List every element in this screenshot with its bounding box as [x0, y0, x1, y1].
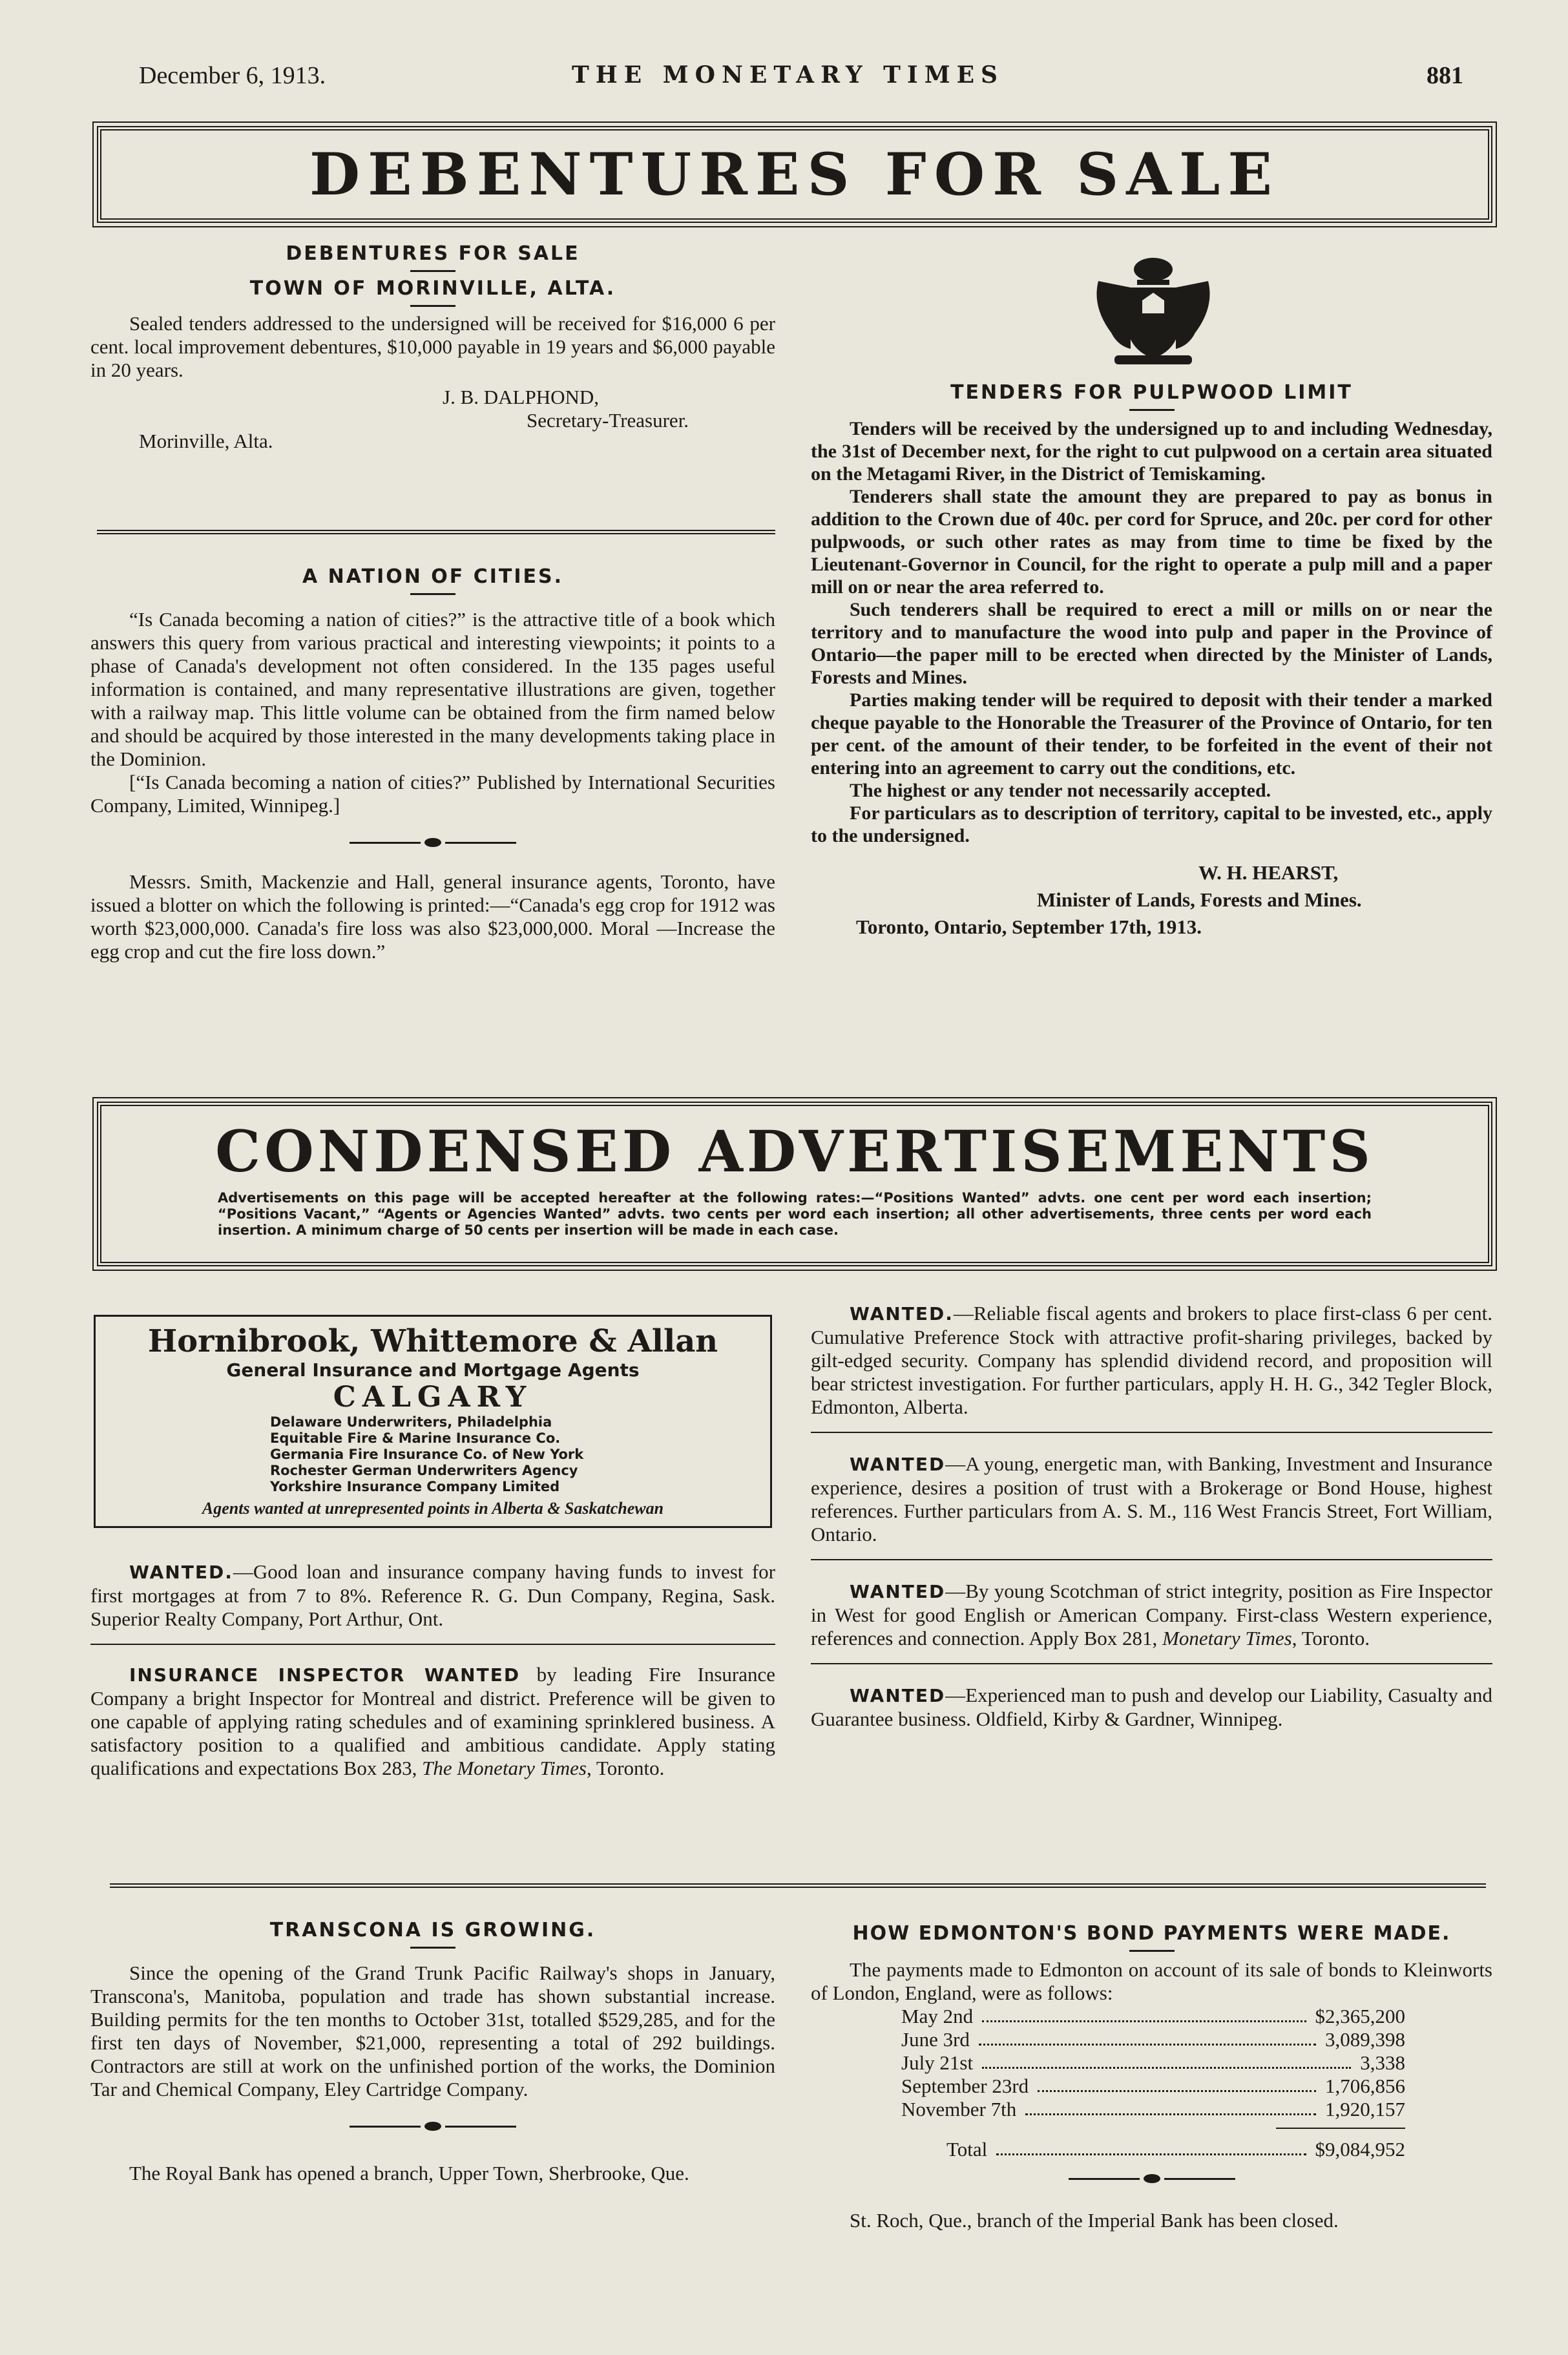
payment-row: November 7th 1,920,157: [901, 2098, 1405, 2120]
classified-ad: WANTED—Experienced man to push and develop our Liability, Casualty and Guarantee business. Oldfield, Kirby & Gardner, Winnipeg.: [811, 1684, 1492, 1730]
nation-paragraph-1: “Is Canada becoming a nation of cities?” is the attractive title of a book which answers this query from various practical and interesting viewpoints; it points to a phase of Canada's development not often considered. In the 135 pages useful information is contained, and many representative illustrations are given, together with a railway map. This little volume can be obtained from the firm named below and should be acquired by those interested in the many developments taking place in the Dominion.: [90, 608, 775, 770]
hornibrook-city: CALGARY: [333, 1381, 533, 1414]
short-rule: [410, 593, 455, 595]
section-divider: [110, 1883, 1486, 1888]
ad-divider: [90, 1644, 775, 1645]
short-rule: [410, 270, 455, 272]
st-roch-note: St. Roch, Que., branch of the Imperial Bank has been closed.: [850, 2209, 1339, 2232]
royal-bank-note: The Royal Bank has opened a branch, Upper Town, Sherbrooke, Que.: [129, 2162, 689, 2184]
payment-row: July 21st 3,338: [901, 2051, 1405, 2074]
ad-keyword: WANTED.: [850, 1303, 954, 1324]
payment-row: September 23rd 1,706,856: [901, 2075, 1405, 2097]
classified-ad: WANTED—A young, energetic man, with Banking, Investment and Insurance experience, desires a position of trust with a Brokerage or Bond House, highest references. Further particulars from A. S. M., 116 West Francis Street, Fort William, Ontario.: [811, 1452, 1492, 1545]
nation-heading: A NATION OF CITIES.: [302, 565, 564, 588]
left-classified-ads: [90, 1560, 775, 1780]
ornament-divider: [90, 838, 775, 847]
payment-row: May 2nd $2,365,200: [901, 2005, 1405, 2027]
ad-keyword: INSURANCE INSPECTOR WANTED: [129, 1664, 521, 1686]
pulpwood-notice: [811, 381, 1492, 939]
transcona-heading: TRANSCONA IS GROWING.: [269, 1919, 596, 1942]
ad-keyword: WANTED: [850, 1685, 946, 1706]
payment-total-row: Total $9,084,952: [946, 2138, 1405, 2161]
payment-row: June 3rd 3,089,398: [901, 2028, 1405, 2051]
section-divider: [97, 530, 775, 534]
ad-divider: [811, 1559, 1492, 1560]
condensed-ads-title: CONDENSED ADVERTISEMENTS: [215, 1118, 1374, 1185]
payments-table: [901, 2005, 1405, 2161]
nation-paragraph-2: [“Is Canada becoming a nation of cities?” Published by International Securities Company, Limited, Winnipeg.]: [90, 771, 775, 817]
ornament-divider: [811, 2174, 1492, 2183]
morinville-subheading: TOWN OF MORINVILLE, ALTA.: [249, 277, 616, 300]
pulpwood-paragraph-1: Tenders will be received by the undersigned up to and including Wednesday, the 31st of December next, for the right to cut pulpwood on a certain area situated on the Metagami River, in the District of Temiskaming.: [811, 418, 1492, 485]
pulpwood-paragraph-5: The highest or any tender not necessarily accepted.: [850, 780, 1271, 801]
pulpwood-paragraph-3: Such tenderers shall be required to erect a mill or mills on or near the territory and to manufacture the wood into pulp and paper in the Province of Ontario—the paper mill to be erected when directed by the Minister of Lands, Forests and Mines.: [811, 599, 1492, 688]
morinville-signer-title: Secretary-Treasurer.: [527, 409, 689, 432]
hornibrook-line: Delaware Underwriters, Philadelphia: [270, 1414, 552, 1430]
transcona-article: [90, 1919, 775, 2185]
short-rule: [410, 305, 455, 307]
pulpwood-signer: W. H. HEARST,: [1198, 861, 1339, 884]
nation-article: [90, 565, 775, 963]
debentures-banner-title: DEBENTURES FOR SALE: [309, 140, 1280, 209]
pulpwood-paragraph-6: For particulars as to description of territory, capital to be invested, etc., apply to the undersigned.: [811, 802, 1492, 846]
pulpwood-signer-title: Minister of Lands, Forests and Mines.: [1037, 888, 1362, 911]
nation-paragraph-3: Messrs. Smith, Mackenzie and Hall, general insurance agents, Toronto, have issued a blotter on which the following is printed:—“Canada's egg crop for 1912 was worth $23,000,000. Canada's fire loss was also $23,000,000. Moral —Increase the egg crop and cut the fire loss down.”: [90, 870, 775, 963]
hornibrook-sub: General Insurance and Mortgage Agents: [226, 1359, 640, 1381]
debentures-banner: [97, 126, 1492, 223]
hornibrook-footer: Agents wanted at unrepresented points in Alberta & Saskatchewan: [202, 1499, 664, 1518]
condensed-ads-rates: Advertisements on this page will be accepted hereafter at the following rates:—“Positions Wanted” advts. one cent per word each insertion; “Positions Vacant,” “Agents or Agencies Wanted” advts. two cents per word each insertion; all other advertisements, three cents per word each insertion. A minimum charge of 50 cents per insertion will be made in each case.: [218, 1190, 1372, 1238]
hornibrook-list: [270, 1414, 757, 1495]
pulpwood-date: Toronto, Ontario, September 17th, 1913.: [856, 916, 1202, 938]
right-classified-ads: [811, 1302, 1492, 1731]
condensed-ads-banner: [97, 1102, 1492, 1266]
pulpwood-heading: TENDERS FOR PULPWOOD LIMIT: [950, 381, 1353, 404]
hornibrook-line: Germania Fire Insurance Co. of New York: [270, 1447, 584, 1462]
ad-keyword: WANTED.: [129, 1562, 233, 1583]
pulpwood-paragraph-2: Tenderers shall state the amount they are prepared to pay as bonus in addition to the Crown due of 40c. per cord for Spruce, and 20c. per cord for other pulpwoods, or such other rates as may from time to time be fixed by the Lieutenant-Governor in Council, for the right to operate a pulp mill and a paper mill on or near the area referred to.: [811, 486, 1492, 598]
hornibrook-name: Hornibrook, Whittemore & Allan: [147, 1323, 718, 1359]
transcona-body: Since the opening of the Grand Trunk Pacific Railway's shops in January, Transcona's, Manitoba, population and trade has shown substantial increase. Building permits for the ten months to October 31st, totalled $529,285, and for the first ten days of November, $21,000, representing a total of 292 buildings. Contractors are still at work on the unfinished portion of the works, the Dominion Tar and Chemical Company, Eley Cartridge Company.: [90, 1962, 775, 2100]
classified-ad: INSURANCE INSPECTOR WANTED by leading Fire Insurance Company a bright Inspector for Montreal and district. Preference will be given to one capable of applying rating schedules and of examining sprinklered business. A satisfactory position to a qualified and ambitious candidate. Apply stating qualifications and expectations Box 283, The Monetary Times, Toronto.: [90, 1663, 776, 1779]
edmonton-article: [811, 1922, 1492, 2232]
hornibrook-line: Yorkshire Insurance Company Limited: [270, 1479, 560, 1494]
header-page-number: 881: [1427, 62, 1463, 89]
hornibrook-line: Rochester German Underwriters Agency: [270, 1463, 578, 1478]
morinville-signer: J. B. DALPHOND,: [443, 386, 599, 408]
hornibrook-ad: [94, 1315, 772, 1528]
ad-keyword: WANTED: [850, 1454, 946, 1475]
short-rule: [1129, 1950, 1175, 1952]
ad-divider: [811, 1663, 1492, 1664]
morinville-place: Morinville, Alta.: [139, 430, 273, 452]
classified-ad: WANTED.—Reliable fiscal agents and brokers to place first-class 6 per cent. Cumulative Preference Stock with attractive profit-sharing privileges, backed by gilt-edged security. Company has splendid dividend record, and proposition will bear strictest investigation. For further particulars, apply H. H. G., 342 Tegler Block, Edmonton, Alberta.: [811, 1302, 1492, 1418]
edmonton-intro: The payments made to Edmonton on account of its sale of bonds to Kleinworts of London, England, were as follows:: [811, 1958, 1492, 2004]
morinville-notice: [90, 242, 775, 453]
header-date: December 6, 1913.: [139, 62, 326, 89]
running-header: [139, 61, 1463, 94]
classified-ad: WANTED.—Good loan and insurance company having funds to invest for first mortgages at from 7 to 8%. Reference R. G. Dun Company, Regina, Sask. Superior Realty Company, Port Arthur, Ont.: [90, 1560, 775, 1630]
morinville-heading: DEBENTURES FOR SALE: [286, 242, 580, 265]
edmonton-heading: HOW EDMONTON'S BOND PAYMENTS WERE MADE.: [852, 1922, 1451, 1945]
ontario-coat-of-arms-icon: [1085, 249, 1221, 372]
header-title: THE MONETARY TIMES: [572, 61, 1005, 89]
pulpwood-paragraph-4: Parties making tender will be required to deposit with their tender a marked cheque payable to the Honorable the Treasurer of the Province of Ontario, for ten per cent. of the amount of their tender, to be forfeited in the event of their not entering into an agreement to carry out the conditions, etc.: [811, 689, 1492, 779]
morinville-body: Sealed tenders addressed to the undersigned will be received for $16,000 6 per cent. local improvement debentures, $10,000 payable in 19 years and $6,000 payable in 20 years.: [90, 312, 775, 381]
hornibrook-line: Equitable Fire & Marine Insurance Co.: [270, 1430, 561, 1446]
short-rule: [1129, 409, 1175, 411]
classified-ad: WANTED—By young Scotchman of strict integrity, position as Fire Inspector in West for good English or American Company. First-class Western experience, references and connection. Apply Box 281, Monetary Times, Toronto.: [811, 1580, 1492, 1649]
ad-keyword: WANTED: [850, 1581, 946, 1602]
short-rule: [410, 1947, 455, 1949]
ornament-divider: [90, 2122, 775, 2131]
ad-divider: [811, 1432, 1492, 1433]
